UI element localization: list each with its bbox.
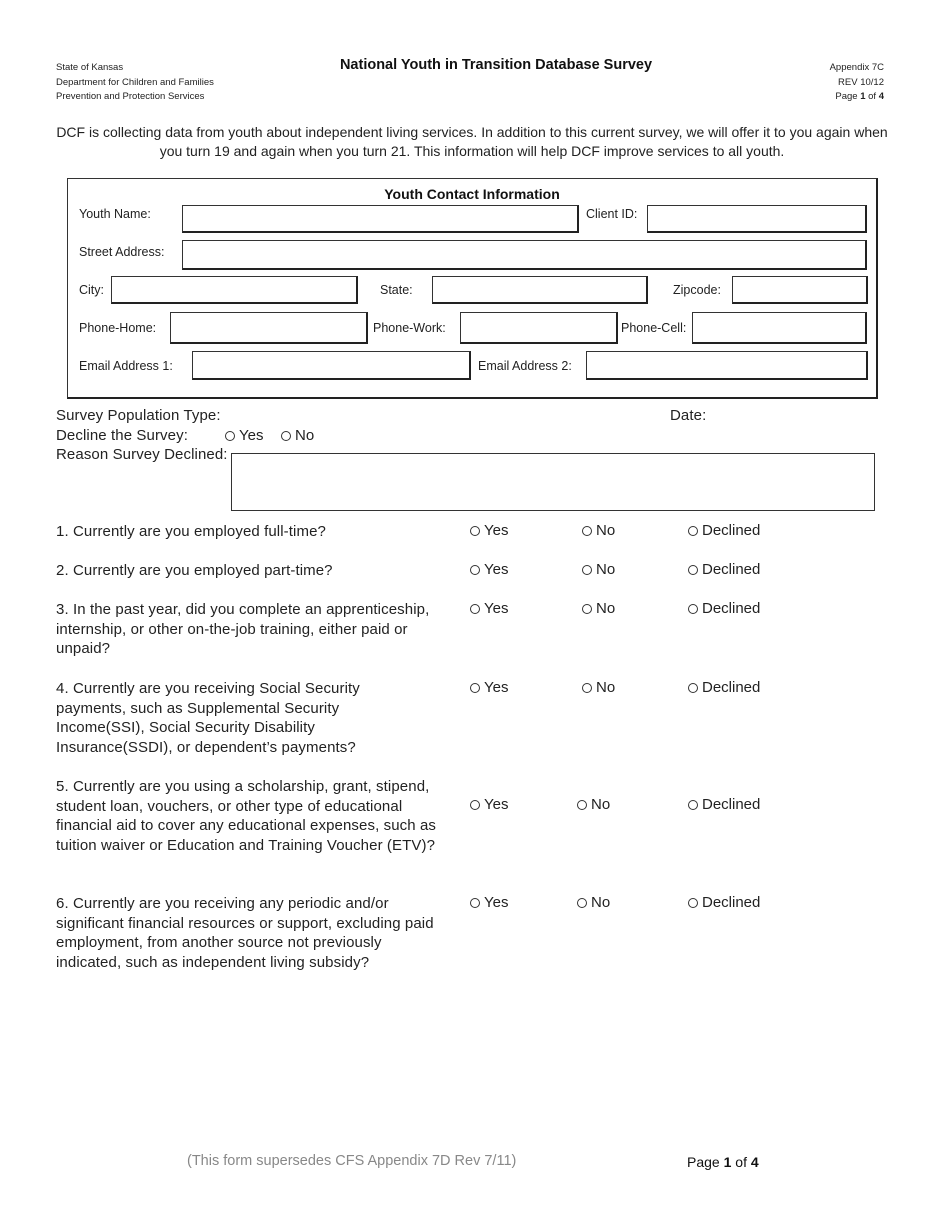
radio-icon[interactable] bbox=[688, 565, 698, 575]
q5-no-option[interactable] bbox=[577, 796, 610, 813]
radio-icon[interactable] bbox=[582, 604, 592, 614]
q3-declined-option[interactable] bbox=[688, 600, 760, 617]
option-label: Yes bbox=[484, 522, 509, 539]
option-label: No bbox=[295, 427, 315, 444]
q1-no-option[interactable] bbox=[582, 522, 615, 539]
radio-icon[interactable] bbox=[281, 431, 291, 441]
state-field[interactable] bbox=[432, 276, 648, 304]
radio-icon[interactable] bbox=[688, 800, 698, 810]
radio-icon[interactable] bbox=[582, 526, 592, 536]
zipcode-label: Zipcode: bbox=[673, 283, 721, 297]
intro-text: DCF is collecting data from youth about independent living services. In addition to this current survey, we will offer it to you again when you turn 19 and again when you turn 21. This information will help DCF improve services to all youth. bbox=[56, 124, 888, 159]
option-label: Yes bbox=[239, 427, 264, 444]
question-text: 1. Currently are you employed full-time? bbox=[56, 523, 326, 540]
option-label: Yes bbox=[484, 600, 509, 617]
radio-icon[interactable] bbox=[582, 683, 592, 693]
client-id-label: Client ID: bbox=[586, 207, 638, 221]
appendix-block bbox=[830, 61, 884, 105]
question-text: 5. Currently are you using a scholarship, grant, stipend, student loan, vouchers, or other type of educational financial aid to cover any educational expenses, such as tuition waiver or Education and Training Voucher (ETV)? bbox=[56, 778, 436, 854]
appendix-label: Appendix 7C bbox=[829, 62, 884, 73]
radio-icon[interactable] bbox=[470, 683, 480, 693]
decline-survey-label: Decline the Survey: bbox=[56, 427, 188, 444]
option-label: Yes bbox=[484, 894, 509, 911]
radio-icon[interactable] bbox=[688, 604, 698, 614]
option-label: No bbox=[591, 796, 611, 813]
option-label: Yes bbox=[484, 561, 509, 578]
radio-icon[interactable] bbox=[470, 800, 480, 810]
q2-yes-option[interactable] bbox=[470, 561, 508, 578]
q6-no-option[interactable] bbox=[577, 894, 610, 911]
q1-declined-option[interactable] bbox=[688, 522, 760, 539]
radio-icon[interactable] bbox=[582, 565, 592, 575]
agency-line: Department for Children and Families bbox=[56, 76, 214, 88]
phone-cell-label: Phone-Cell: bbox=[621, 321, 687, 335]
q4-no-option[interactable] bbox=[582, 679, 615, 696]
email2-field[interactable] bbox=[586, 351, 868, 380]
question-text: 2. Currently are you employed part-time? bbox=[56, 562, 333, 579]
population-type-label: Survey Population Type: bbox=[56, 407, 221, 424]
radio-icon[interactable] bbox=[688, 898, 698, 908]
phone-home-label: Phone-Home: bbox=[79, 321, 157, 335]
revision-label: REV 10/12 bbox=[838, 76, 884, 88]
radio-icon[interactable] bbox=[577, 898, 587, 908]
youth-name-field[interactable] bbox=[182, 205, 579, 233]
contact-title: Youth Contact Information bbox=[384, 186, 560, 202]
question-text: 3. In the past year, did you complete an apprenticeship, internship, or other on-the-job training, either paid or unpaid? bbox=[56, 601, 430, 657]
radio-icon[interactable] bbox=[470, 526, 480, 536]
q5-declined-option[interactable] bbox=[688, 796, 760, 813]
phone-cell-field[interactable] bbox=[692, 312, 867, 344]
option-label: Declined bbox=[702, 600, 761, 617]
page-title: National Youth in Transition Database Survey bbox=[339, 57, 653, 73]
page-indicator: Page 1 of 4 bbox=[835, 91, 884, 102]
state-label: State: bbox=[380, 283, 413, 297]
footer-page-indicator: Page 1 of 4 bbox=[687, 1154, 759, 1170]
city-field[interactable] bbox=[111, 276, 358, 304]
option-label: No bbox=[591, 894, 611, 911]
option-label: Yes bbox=[484, 796, 509, 813]
phone-work-field[interactable] bbox=[460, 312, 618, 344]
decline-no-option[interactable] bbox=[281, 427, 314, 444]
q2-no-option[interactable] bbox=[582, 561, 615, 578]
option-label: Declined bbox=[702, 894, 761, 911]
reason-declined-label: Reason Survey Declined: bbox=[56, 446, 228, 463]
q6-yes-option[interactable] bbox=[470, 894, 508, 911]
street-address-field[interactable] bbox=[182, 240, 867, 270]
radio-icon[interactable] bbox=[470, 898, 480, 908]
agency-line: Prevention and Protection Services bbox=[56, 91, 205, 102]
street-address-label: Street Address: bbox=[79, 245, 165, 259]
zipcode-field[interactable] bbox=[732, 276, 868, 304]
client-id-field[interactable] bbox=[647, 205, 867, 233]
reason-declined-field[interactable] bbox=[231, 453, 875, 511]
q4-yes-option[interactable] bbox=[470, 679, 508, 696]
q3-no-option[interactable] bbox=[582, 600, 615, 617]
q4-declined-option[interactable] bbox=[688, 679, 760, 696]
decline-yes-option[interactable] bbox=[225, 427, 263, 444]
email2-label: Email Address 2: bbox=[478, 359, 572, 373]
option-label: No bbox=[596, 679, 616, 696]
radio-icon[interactable] bbox=[688, 683, 698, 693]
q6-declined-option[interactable] bbox=[688, 894, 760, 911]
radio-icon[interactable] bbox=[225, 431, 235, 441]
city-label: City: bbox=[79, 283, 104, 297]
date-label: Date: bbox=[670, 407, 707, 424]
option-label: Declined bbox=[702, 679, 761, 696]
supersedes-note: (This form supersedes CFS Appendix 7D Rev 7/11) bbox=[187, 1153, 517, 1169]
email1-field[interactable] bbox=[192, 351, 471, 380]
q5-yes-option[interactable] bbox=[470, 796, 508, 813]
phone-work-label: Phone-Work: bbox=[373, 321, 446, 335]
q2-declined-option[interactable] bbox=[688, 561, 760, 578]
agency-line: State of Kansas bbox=[56, 62, 124, 73]
email1-label: Email Address 1: bbox=[79, 359, 173, 373]
q3-yes-option[interactable] bbox=[470, 600, 508, 617]
option-label: Yes bbox=[484, 679, 509, 696]
question-text: 4. Currently are you receiving Social Security payments, such as Supplemental Security Income(SSI), Social Security Disability Insurance(SSDI), or dependent’s payments? bbox=[56, 680, 360, 756]
option-label: Declined bbox=[702, 561, 761, 578]
radio-icon[interactable] bbox=[470, 565, 480, 575]
option-label: No bbox=[596, 522, 616, 539]
radio-icon[interactable] bbox=[470, 604, 480, 614]
q1-yes-option[interactable] bbox=[470, 522, 508, 539]
radio-icon[interactable] bbox=[688, 526, 698, 536]
phone-home-field[interactable] bbox=[170, 312, 368, 344]
option-label: Declined bbox=[702, 796, 761, 813]
option-label: No bbox=[596, 561, 616, 578]
youth-name-label: Youth Name: bbox=[79, 207, 151, 221]
option-label: No bbox=[596, 600, 616, 617]
question-text: 6. Currently are you receiving any periodic and/or significant financial resources or support, excluding paid employment, from another source not previously indicated, such as independent living subsidy? bbox=[56, 895, 434, 971]
option-label: Declined bbox=[702, 522, 761, 539]
radio-icon[interactable] bbox=[577, 800, 587, 810]
